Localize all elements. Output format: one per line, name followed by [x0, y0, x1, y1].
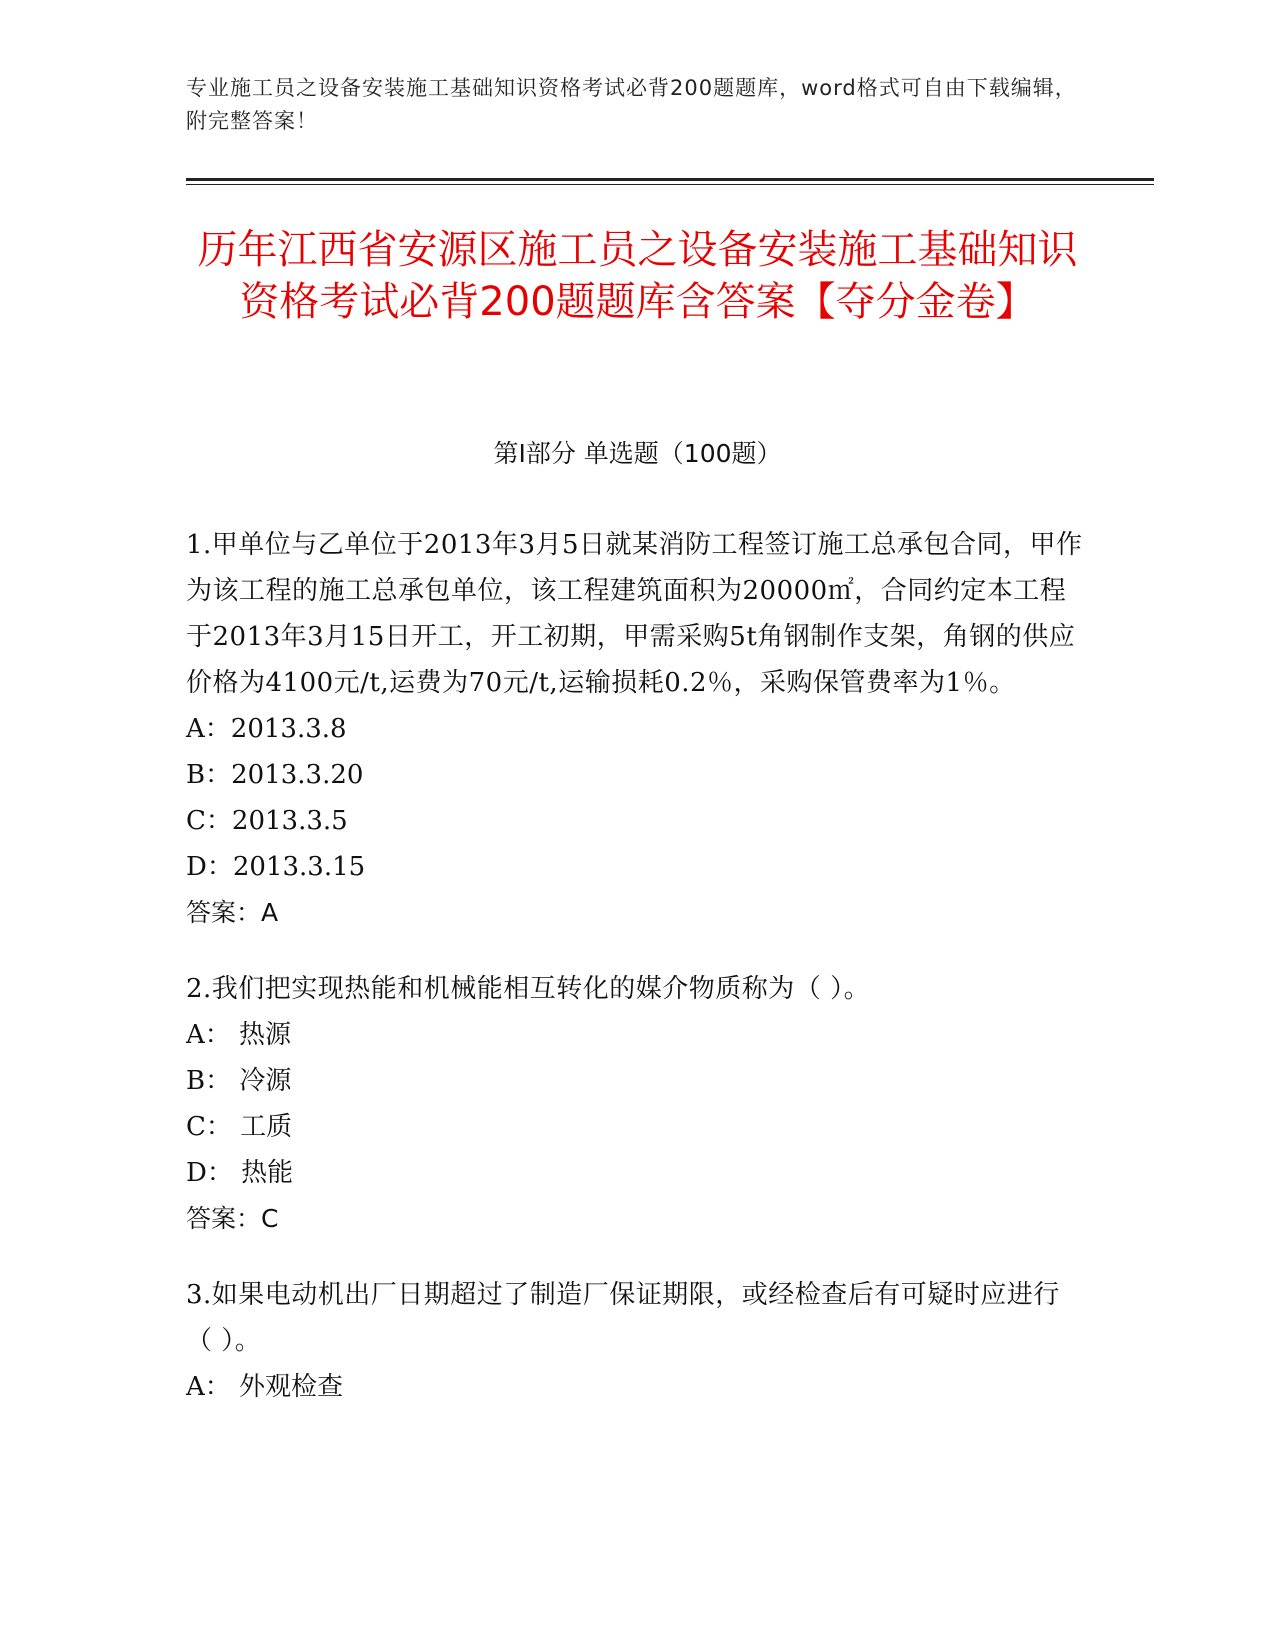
- option-letter: B: [186, 760, 206, 790]
- question-3: [186, 1272, 1086, 1410]
- option-a: A： 热源: [186, 1020, 292, 1050]
- option-letter: C: [186, 806, 206, 836]
- option-b: B： 冷源: [186, 1066, 292, 1096]
- option-letter: D: [186, 852, 207, 882]
- answer-line: 答案：A: [186, 898, 279, 927]
- header-rule-thick: [186, 178, 1154, 181]
- question-stem: 3.如果电动机出厂日期超过了制造厂保证期限，或经检查后有可疑时应进行（ ）。: [186, 1280, 1060, 1356]
- option-b: B：2013.3.20: [186, 760, 364, 790]
- question-2: [186, 966, 1086, 1242]
- option-text: 工质: [240, 1112, 293, 1142]
- question-1: [186, 522, 1086, 936]
- option-text: 2013.3.8: [230, 714, 347, 744]
- question-list: [186, 522, 1086, 1440]
- option-c: C：2013.3.5: [186, 806, 348, 836]
- question-stem: 1.甲单位与乙单位于2013年3月5日就某消防工程签订施工总承包合同，甲作为该工程的施工总承包单位，该工程建筑面积为20000㎡，合同约定本工程于2013年3月15日开工，开工初期，甲需采购5t角钢制作支架，角钢的供应价格为4100元/t,运费为70元/t,运输损耗0.2％，采购保管费率为1％。: [186, 530, 1083, 698]
- option-d: D： 热能: [186, 1158, 294, 1188]
- option-text: 热能: [241, 1158, 294, 1188]
- option-a: A：2013.3.8: [186, 714, 347, 744]
- header-note: 专业施工员之设备安装施工基础知识资格考试必背200题题库，word格式可自由下载编辑，附完整答案！: [186, 76, 1077, 133]
- option-a: A： 外观检查: [186, 1372, 344, 1402]
- option-text: 热源: [239, 1020, 292, 1050]
- question-stem: 2.我们把实现热能和机械能相互转化的媒介物质称为（ ）。: [186, 974, 871, 1004]
- option-text: 2013.3.15: [232, 852, 366, 882]
- option-text: 冷源: [239, 1066, 292, 1096]
- option-letter: B: [186, 1066, 206, 1096]
- option-c: C： 工质: [186, 1112, 293, 1142]
- option-letter: A: [186, 714, 205, 744]
- option-text: 外观检查: [239, 1372, 344, 1402]
- option-letter: D: [186, 1158, 207, 1188]
- header-rule-thin: [186, 184, 1154, 185]
- option-letter: C: [186, 1112, 206, 1142]
- option-text: 2013.3.5: [231, 806, 348, 836]
- answer-line: 答案：C: [186, 1204, 279, 1233]
- section-heading: 第I部分 单选题（100题）: [493, 439, 782, 468]
- document-title: 历年江西省安源区施工员之设备安装施工基础知识资格考试必背200题题库含答案【夺分金卷】: [197, 227, 1078, 325]
- option-letter: A: [186, 1020, 205, 1050]
- option-text: 2013.3.20: [231, 760, 364, 790]
- option-d: D：2013.3.15: [186, 852, 366, 882]
- option-letter: A: [186, 1372, 205, 1402]
